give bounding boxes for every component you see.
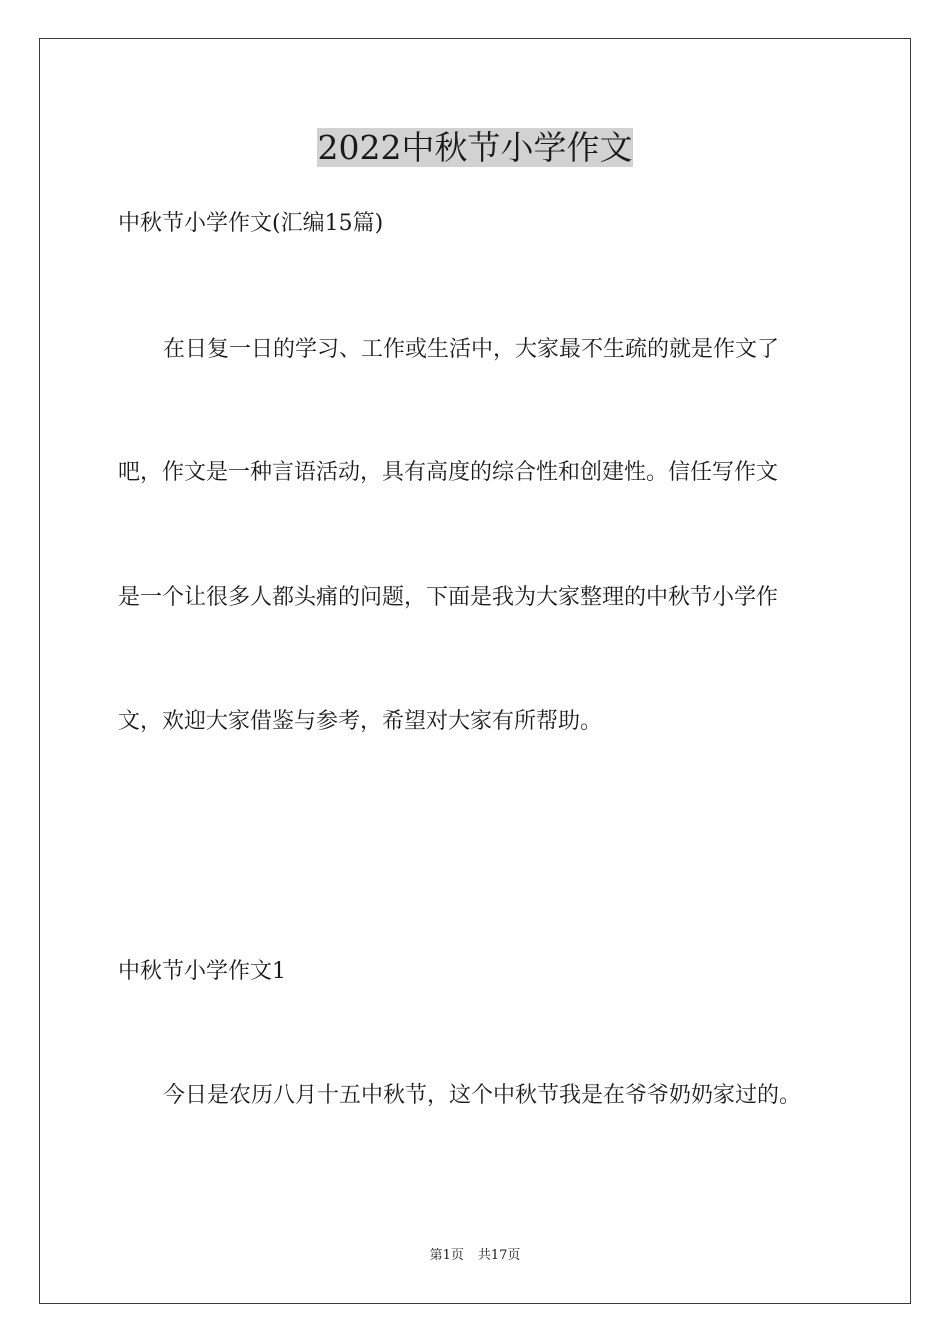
intro-line-3: 是一个让很多人都头痛的问题，下面是我为大家整理的中秋节小学作 — [118, 585, 779, 610]
section-line-1: 今日是农历八月十五中秋节，这个中秋节我是在爷爷奶奶家过的。 — [163, 1083, 802, 1108]
intro-line-2: 吧，作文是一种言语活动，具有高度的综合性和创建性。信任写作文 — [118, 460, 779, 485]
document-title — [0, 126, 950, 170]
page-footer — [0, 1247, 950, 1265]
document-subtitle: 中秋节小学作文(汇编15篇) — [118, 211, 384, 236]
intro-line-4: 文，欢迎大家借鉴与参考，希望对大家有所帮助。 — [118, 709, 603, 734]
section-heading: 中秋节小学作文1 — [118, 959, 286, 984]
page-number: 第1页 — [429, 1248, 464, 1263]
page-total: 共17页 — [477, 1248, 521, 1263]
document-title-text: 2022中秋节小学作文 — [317, 128, 633, 167]
intro-line-1: 在日复一日的学习、工作或生活中，大家最不生疏的就是作文了 — [163, 337, 780, 362]
